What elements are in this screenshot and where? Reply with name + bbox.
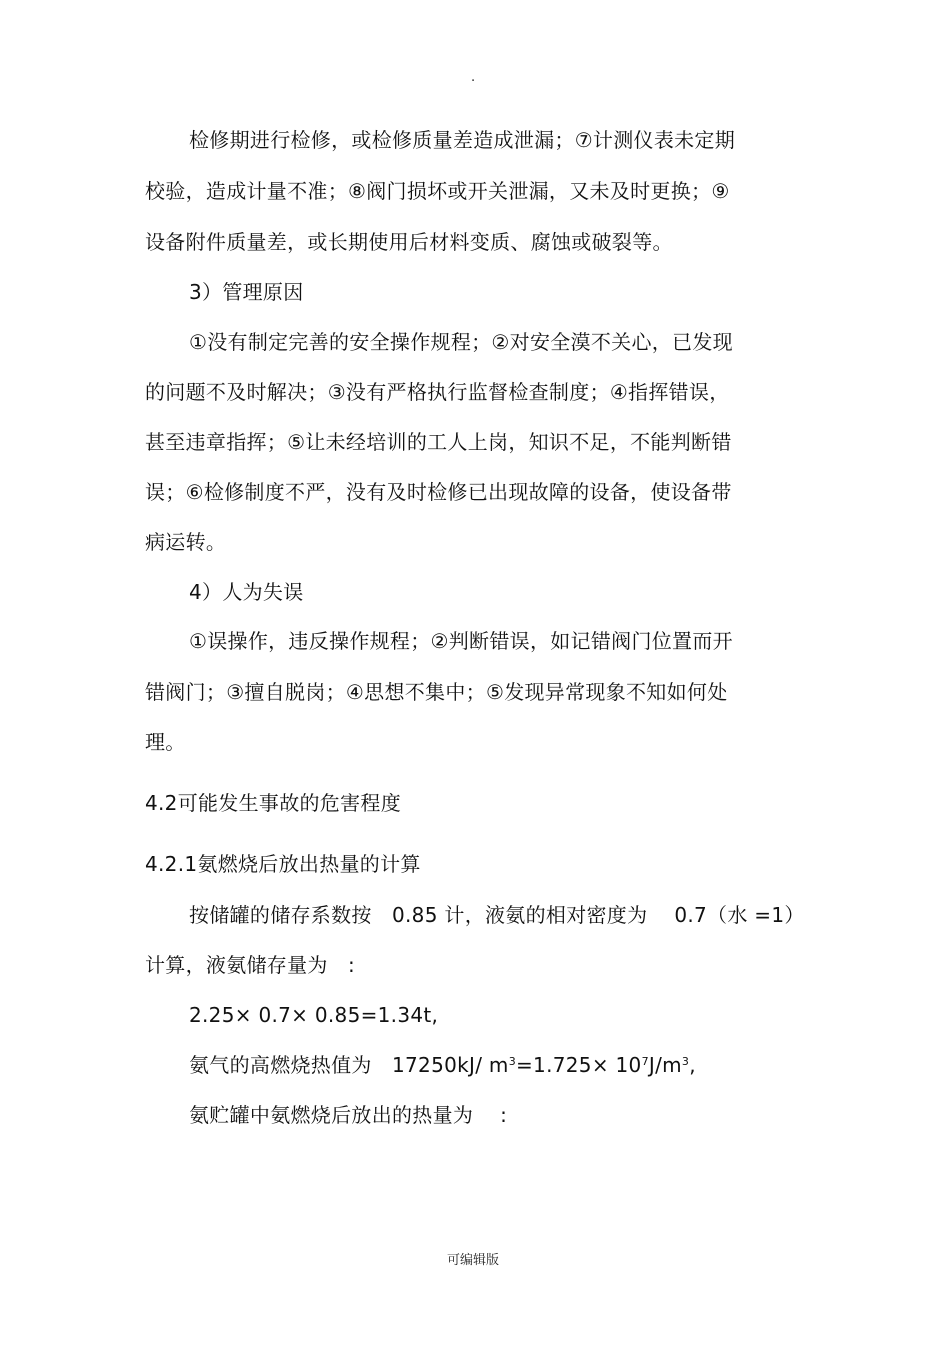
formula-text: , xyxy=(689,1053,696,1077)
subsection-heading: 4.2可能发生事故的危害程度 xyxy=(145,791,402,815)
subsection-heading: 4.2.1氨燃烧后放出热量的计算 xyxy=(145,852,421,876)
paragraph-line: ①没有制定完善的安全操作规程；②对安全漠不关心，已发现 xyxy=(189,330,733,354)
paragraph-line: 氨贮罐中氨燃烧后放出的热量为 : xyxy=(189,1103,508,1127)
paragraph-line: 的问题不及时解决；③没有严格执行监督检查制度；④指挥错误， xyxy=(145,380,730,404)
paragraph-line: ①误操作，违反操作规程；②判断错误，如记错阀门位置而开 xyxy=(189,629,733,653)
paragraph-line: 按储罐的储存系数按 0.85 计，液氨的相对密度为 0.7（水 =1） xyxy=(189,903,805,927)
paragraph-line: 错阀门；③擅自脱岗；④思想不集中；⑤发现异常现象不知如何处 xyxy=(145,680,728,704)
formula-line: 2.25× 0.7× 0.85=1.34t, xyxy=(189,1003,439,1027)
formula-text: 氨气的高燃烧热值为 17250kJ/ m xyxy=(189,1053,509,1077)
paragraph-line: 检修期进行检修，或检修质量差造成泄漏；⑦计测仪表未定期 xyxy=(189,128,736,152)
paragraph-line: 病运转。 xyxy=(145,530,227,554)
superscript: 7 xyxy=(641,1055,649,1068)
paragraph-line: 计算，液氨储存量为 : xyxy=(145,953,356,977)
paragraph-line: 理。 xyxy=(145,730,186,754)
paragraph-line: 设备附件质量差，或长期使用后材料变质、腐蚀或破裂等。 xyxy=(145,230,673,254)
header-mark: . xyxy=(471,70,476,85)
superscript: 3 xyxy=(681,1055,690,1068)
formula-line-heat-value xyxy=(189,1052,696,1078)
section-heading: 3）管理原因 xyxy=(189,280,304,304)
formula-text: =1.725× 10 xyxy=(516,1053,642,1077)
paragraph-line: 甚至违章指挥；⑤让未经培训的工人上岗，知识不足，不能判断错 xyxy=(145,430,732,454)
paragraph-line: 校验，造成计量不准；⑧阀门损坏或开关泄漏，又未及时更换；⑨ xyxy=(145,179,730,203)
paragraph-line: 误；⑥检修制度不严，没有及时检修已出现故障的设备，使设备带 xyxy=(145,480,732,504)
formula-text: J/m xyxy=(648,1053,682,1077)
superscript: 3 xyxy=(508,1055,516,1068)
page-footer: 可编辑版 xyxy=(447,1253,500,1268)
section-heading: 4）人为失误 xyxy=(189,580,304,604)
